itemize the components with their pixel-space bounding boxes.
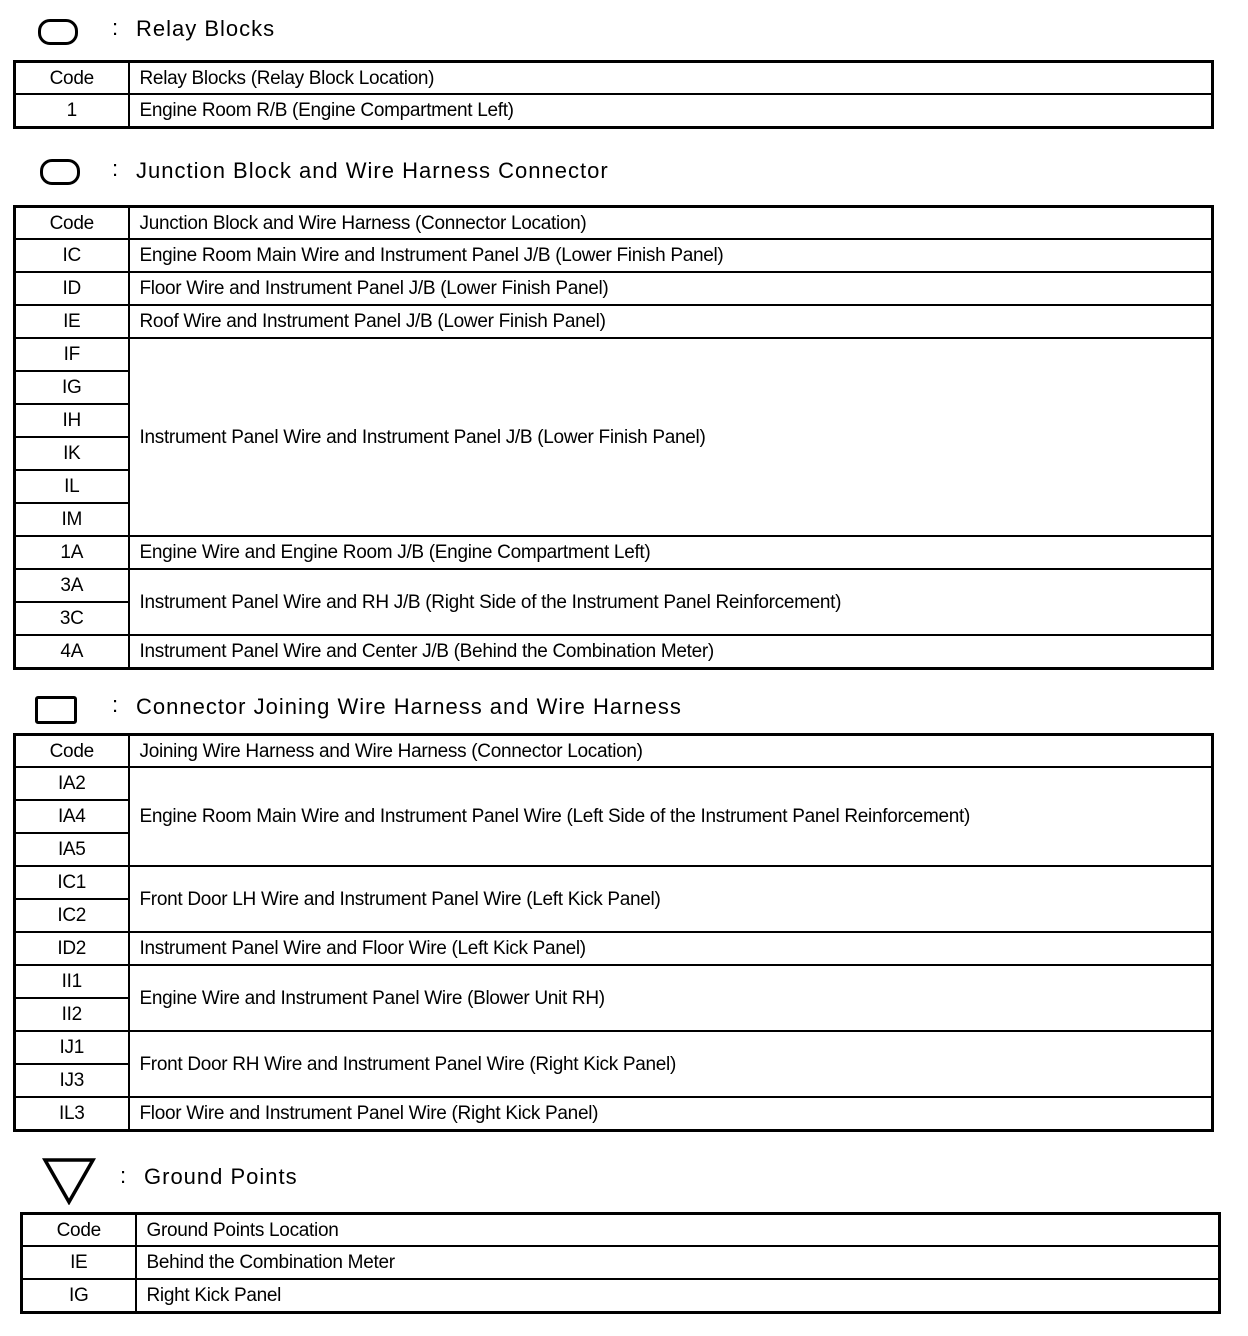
table-row — [22, 1279, 1220, 1313]
location-cell: Engine Wire and Engine Room J/B (Engine Compartment Left) — [129, 536, 1213, 569]
table-row — [15, 272, 1213, 305]
code-header: Code — [15, 735, 129, 768]
location-header: Joining Wire Harness and Wire Harness (Connector Location) — [129, 735, 1213, 768]
junction-block-table — [13, 205, 1214, 670]
code-cell: IA2 — [15, 767, 129, 800]
code-cell: IG — [22, 1279, 136, 1313]
ground-colon: : — [120, 1163, 129, 1188]
junction-colon: : — [112, 156, 121, 181]
code-cell: IK — [15, 437, 129, 470]
code-cell: IL3 — [15, 1097, 129, 1131]
relay-blocks-table — [13, 60, 1214, 129]
ground-points-table — [20, 1212, 1221, 1314]
table-row — [15, 569, 1213, 602]
table-row — [15, 536, 1213, 569]
code-cell: ID2 — [15, 932, 129, 965]
code-cell: IC1 — [15, 866, 129, 899]
table-row — [15, 1031, 1213, 1064]
location-cell: Engine Room R/B (Engine Compartment Left) — [129, 94, 1213, 128]
location-header: Relay Blocks (Relay Block Location) — [129, 62, 1213, 95]
code-header: Code — [15, 62, 129, 95]
code-header: Code — [15, 207, 129, 240]
location-cell: Floor Wire and Instrument Panel Wire (Right Kick Panel) — [129, 1097, 1213, 1131]
ground-point-symbol-icon — [42, 1157, 96, 1205]
connector-colon: : — [112, 692, 121, 717]
code-cell: IE — [22, 1246, 136, 1279]
table-header-row — [22, 1214, 1220, 1247]
ground-points-title: Ground Points — [144, 1164, 298, 1189]
junction-block-symbol-icon — [40, 159, 80, 185]
table-row — [15, 305, 1213, 338]
location-cell: Roof Wire and Instrument Panel J/B (Lower Finish Panel) — [129, 305, 1213, 338]
code-cell: IJ1 — [15, 1031, 129, 1064]
location-cell: Front Door LH Wire and Instrument Panel Wire (Left Kick Panel) — [129, 866, 1213, 932]
connector-title: Connector Joining Wire Harness and Wire Harness — [136, 694, 682, 719]
relay-blocks-title: Relay Blocks — [136, 16, 276, 41]
location-cell: Engine Room Main Wire and Instrument Panel Wire (Left Side of the Instrument Panel Reinforcement) — [129, 767, 1213, 866]
table-row — [15, 635, 1213, 669]
code-header: Code — [22, 1214, 136, 1247]
location-cell: Instrument Panel Wire and Center J/B (Behind the Combination Meter) — [129, 635, 1213, 669]
table-row — [15, 965, 1213, 998]
code-cell: IC2 — [15, 899, 129, 932]
location-cell: Floor Wire and Instrument Panel J/B (Lower Finish Panel) — [129, 272, 1213, 305]
table-row — [15, 767, 1213, 800]
table-row — [22, 1246, 1220, 1279]
code-cell: 3A — [15, 569, 129, 602]
code-cell: IE — [15, 305, 129, 338]
table-header-row — [15, 735, 1213, 768]
code-cell: ID — [15, 272, 129, 305]
connector-table — [13, 733, 1214, 1132]
location-cell: Front Door RH Wire and Instrument Panel Wire (Right Kick Panel) — [129, 1031, 1213, 1097]
code-cell: 1 — [15, 94, 129, 128]
code-cell: 3C — [15, 602, 129, 635]
code-cell: IC — [15, 239, 129, 272]
code-cell: IM — [15, 503, 129, 536]
code-cell: 1A — [15, 536, 129, 569]
location-header: Ground Points Location — [136, 1214, 1220, 1247]
table-row — [15, 866, 1213, 899]
code-cell: II2 — [15, 998, 129, 1031]
location-cell: Engine Wire and Instrument Panel Wire (Blower Unit RH) — [129, 965, 1213, 1031]
relay-colon: : — [112, 15, 121, 40]
table-header-row — [15, 207, 1213, 240]
table-row — [15, 94, 1213, 128]
code-cell: 4A — [15, 635, 129, 669]
code-cell: IJ3 — [15, 1064, 129, 1097]
connector-symbol-icon — [35, 696, 77, 724]
relay-block-symbol-icon — [38, 19, 78, 45]
table-header-row — [15, 62, 1213, 95]
location-header: Junction Block and Wire Harness (Connector Location) — [129, 207, 1213, 240]
table-row — [15, 239, 1213, 272]
location-cell: Instrument Panel Wire and RH J/B (Right Side of the Instrument Panel Reinforcement) — [129, 569, 1213, 635]
code-cell: II1 — [15, 965, 129, 998]
code-cell: IA5 — [15, 833, 129, 866]
junction-block-title: Junction Block and Wire Harness Connector — [136, 158, 609, 183]
code-cell: IA4 — [15, 800, 129, 833]
code-cell: IH — [15, 404, 129, 437]
location-cell: Behind the Combination Meter — [136, 1246, 1220, 1279]
location-cell: Instrument Panel Wire and Instrument Panel J/B (Lower Finish Panel) — [129, 338, 1213, 536]
location-cell: Instrument Panel Wire and Floor Wire (Left Kick Panel) — [129, 932, 1213, 965]
code-cell: IF — [15, 338, 129, 371]
code-cell: IG — [15, 371, 129, 404]
location-cell: Right Kick Panel — [136, 1279, 1220, 1313]
table-row — [15, 932, 1213, 965]
location-cell: Engine Room Main Wire and Instrument Panel J/B (Lower Finish Panel) — [129, 239, 1213, 272]
table-row — [15, 1097, 1213, 1131]
table-row — [15, 338, 1213, 371]
code-cell: IL — [15, 470, 129, 503]
